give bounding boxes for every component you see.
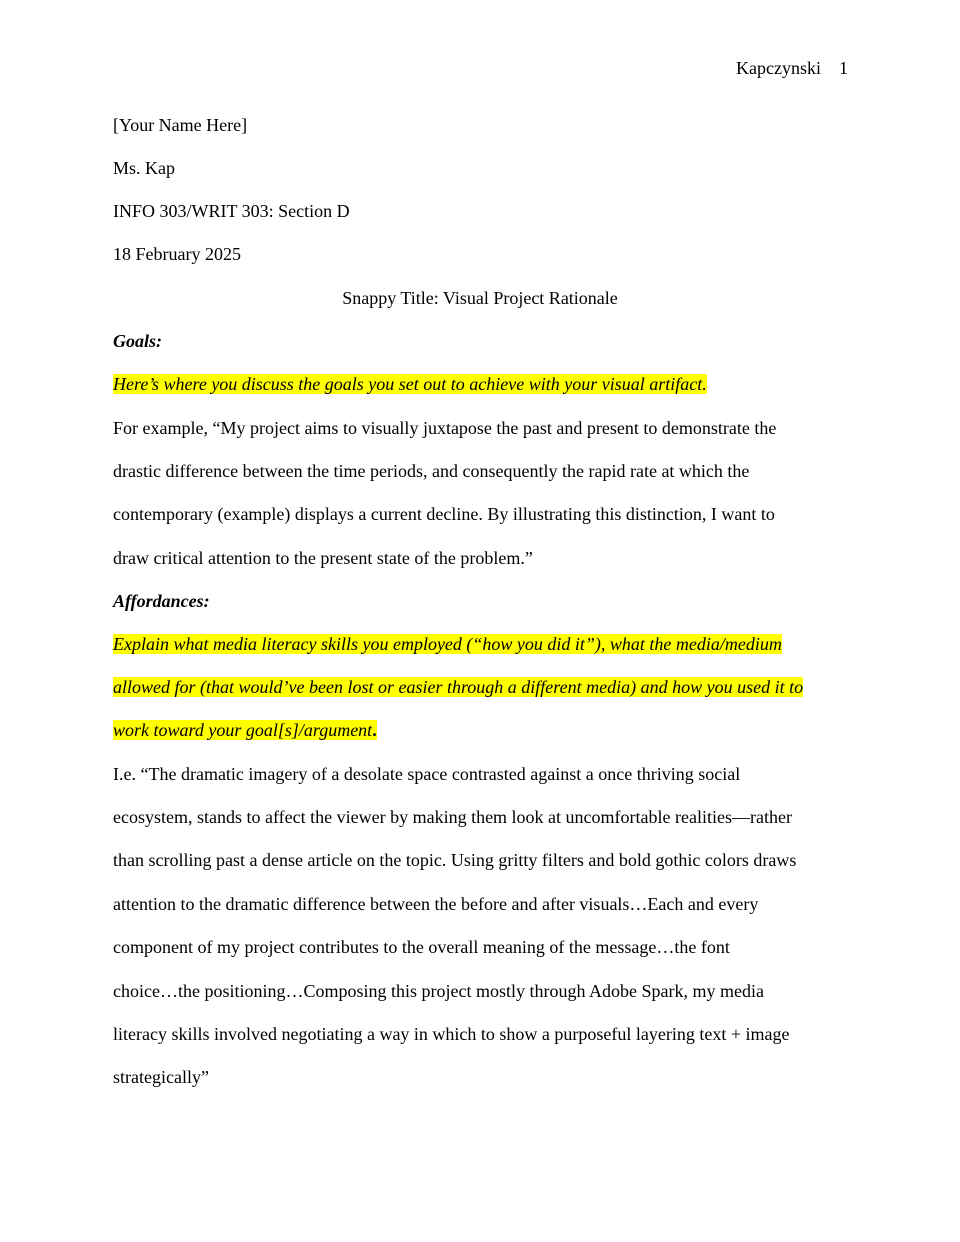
student-name: [Your Name Here] bbox=[113, 115, 248, 135]
goals-instruction-line bbox=[113, 372, 707, 396]
affordances-instruction-line bbox=[113, 718, 377, 742]
goals-heading: Goals: bbox=[113, 331, 162, 351]
affordances-example-line: I.e. “The dramatic imagery of a desolate space contrasted against a once thriving social bbox=[113, 764, 741, 784]
highlighted-instruction bbox=[113, 720, 377, 740]
date-line: 18 February 2025 bbox=[113, 244, 241, 264]
highlighted-instruction: allowed for (that would’ve been lost or easier through a different media) and how you used it to bbox=[113, 677, 804, 697]
affordances-heading: Affordances: bbox=[113, 591, 210, 611]
goals-example-line: draw critical attention to the present state of the problem.” bbox=[113, 548, 533, 568]
affordances-example-line: strategically” bbox=[113, 1067, 209, 1087]
goals-example-line: drastic difference between the time periods, and consequently the rapid rate at which the bbox=[113, 461, 750, 481]
affordances-instruction-line bbox=[113, 675, 803, 699]
teacher-name: Ms. Kap bbox=[113, 158, 175, 178]
document-title: Snappy Title: Visual Project Rationale bbox=[342, 288, 618, 308]
affordances-example-line: attention to the dramatic difference between the before and after visuals…Each and every bbox=[113, 894, 759, 914]
goals-example-line: For example, “My project aims to visually juxtapose the past and present to demonstrate the bbox=[113, 418, 777, 438]
highlighted-instruction: Here’s where you discuss the goals you set out to achieve with your visual artifact. bbox=[113, 374, 707, 394]
affordances-example-line: ecosystem, stands to affect the viewer by making them look at uncomfortable realities—rather bbox=[113, 807, 792, 827]
affordances-instruction-line bbox=[113, 632, 782, 656]
highlighted-instruction-text: work toward your goal[s]/argument bbox=[113, 720, 373, 740]
goals-example-line: contemporary (example) displays a current decline. By illustrating this distinction, I want to bbox=[113, 504, 775, 524]
header-author: Kapczynski bbox=[736, 58, 821, 78]
running-header bbox=[736, 56, 848, 80]
affordances-example-line: choice…the positioning…Composing this project mostly through Adobe Spark, my media bbox=[113, 981, 764, 1001]
affordances-example-line: component of my project contributes to the overall meaning of the message…the font bbox=[113, 937, 730, 957]
highlighted-period: . bbox=[372, 720, 377, 740]
page-number: 1 bbox=[839, 58, 848, 78]
affordances-example-line: literacy skills involved negotiating a way in which to show a purposeful layering text + image bbox=[113, 1024, 790, 1044]
course-line: INFO 303/WRIT 303: Section D bbox=[113, 201, 350, 221]
affordances-example-line: than scrolling past a dense article on the topic. Using gritty filters and bold gothic colors draws bbox=[113, 850, 797, 870]
highlighted-instruction: Explain what media literacy skills you employed (“how you did it”), what the media/medium bbox=[113, 634, 782, 654]
